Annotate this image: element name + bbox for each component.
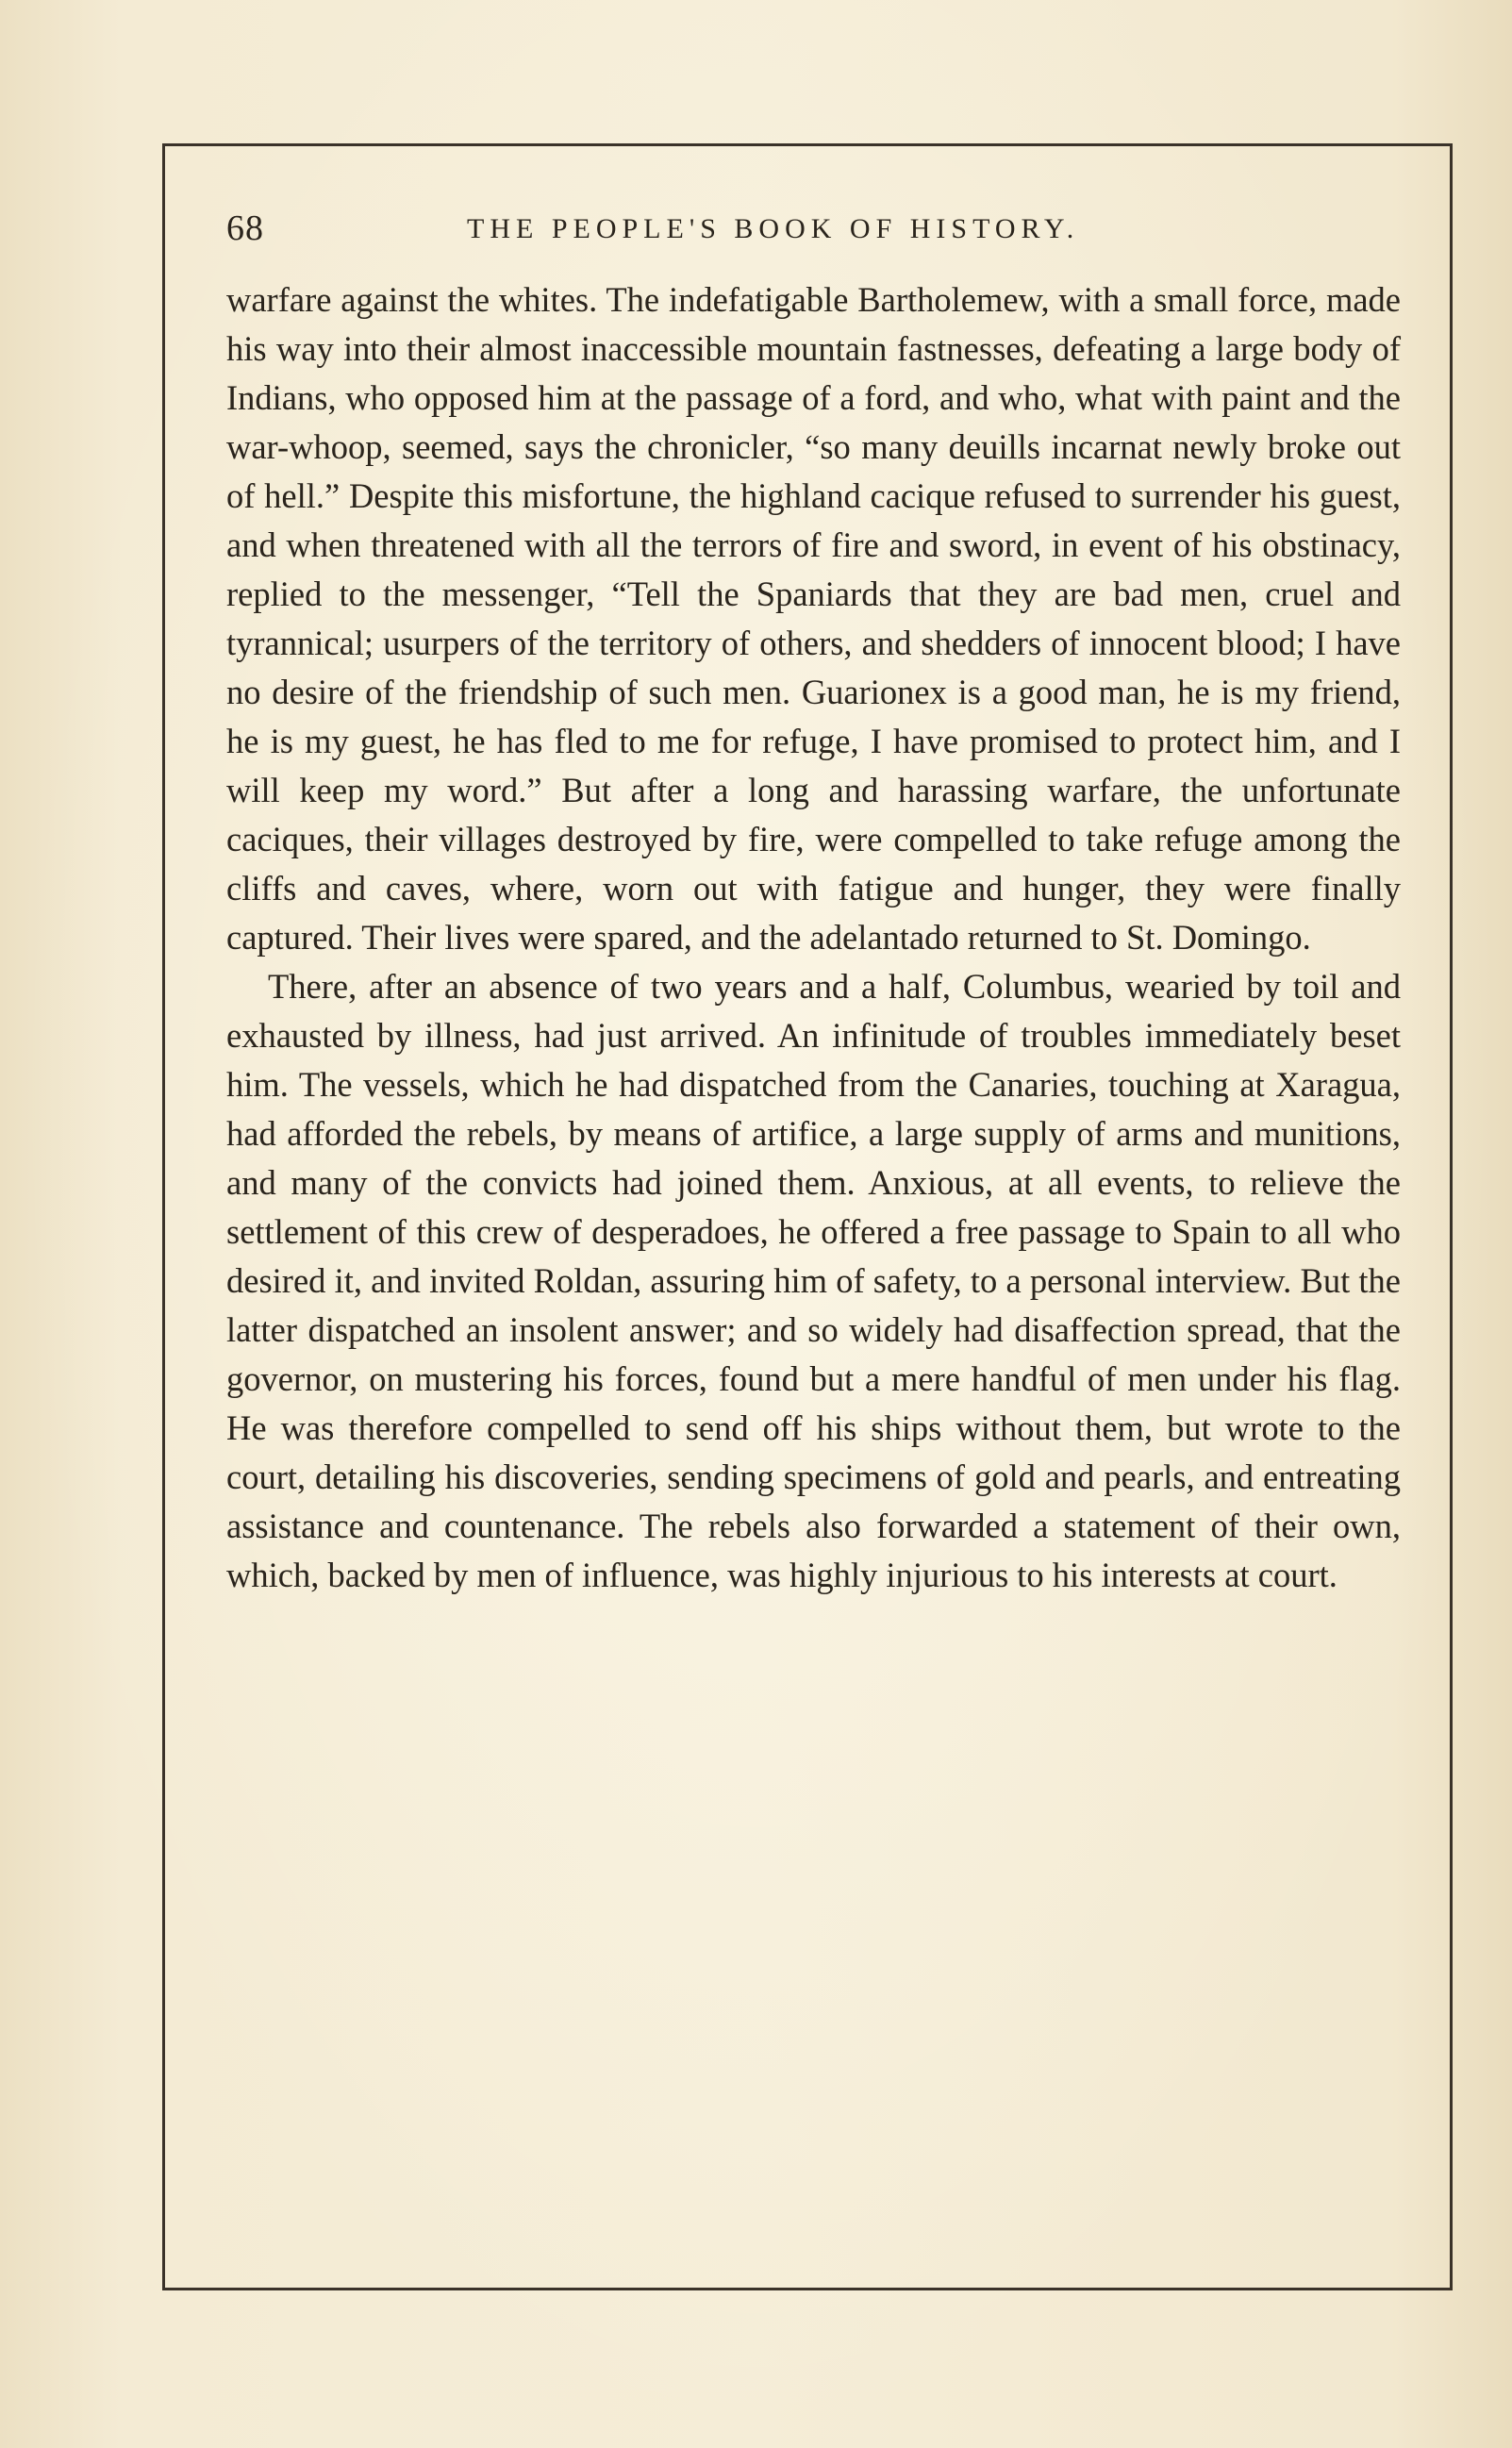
running-title: THE PEOPLE'S BOOK OF HISTORY.	[467, 213, 1080, 244]
paragraph-2: There, after an absence of two years and a half, Columbus, wearied by toil and exhausted by illness, had just arrived. An infinitude of troubles immediately beset him. The vessels, which he had dispatched from the Canaries, touching at Xaragua, had afforded the rebels, by means of artifice, a large supply of arms and munitions, and many of the convicts had joined them. Anxious, at all events, to relieve the settlement of this crew of desperadoes, he offered a free passage to Spain to all who desired it, and invited Roldan, assuring him of safety, to a personal interview. But the latter dispatched an insolent answer; and so widely had disaffection spread, that the governor, on mustering his forces, found but a mere handful of men under his flag. He was therefore compelled to send off his ships without them, but wrote to the court, detailing his discoveries, sending specimens of gold and pearls, and entreating assistance and countenance. The rebels also forwarded a statement of their own, which, backed by men of influence, was highly injurious to his interests at court.	[226, 967, 1401, 1594]
body-text	[226, 275, 1401, 1600]
running-head	[226, 200, 1401, 257]
page-number: 68	[226, 208, 264, 248]
paragraph-1: warfare against the whites. The indefatigable Bartholemew, with a small force, made his way into their almost inaccessible mountain fastnesses, defeating a large body of Indians, who opposed him at the passage of a ford, and who, what with paint and the war-whoop, seemed, says the chronicler, “so many deuills incarnat newly broke out of hell.” Despite this misfortune, the highland cacique refused to surrender his guest, and when threatened with all the terrors of fire and sword, in event of his obstinacy, replied to the messenger, “Tell the Spaniards that they are bad men, cruel and tyrannical; usurpers of the territory of others, and shedders of innocent blood; I have no desire of the friendship of such men. Guarionex is a good man, he is my friend, he is my guest, he has fled to me for refuge, I have promised to protect him, and I will keep my word.” But after a long and harassing warfare, the unfortunate caciques, their villages destroyed by fire, were compelled to take refuge among the cliffs and caves, where, worn out with fatigue and hunger, they were finally captured. Their lives were spared, and the adelantado returned to St. Domingo.	[226, 280, 1401, 957]
